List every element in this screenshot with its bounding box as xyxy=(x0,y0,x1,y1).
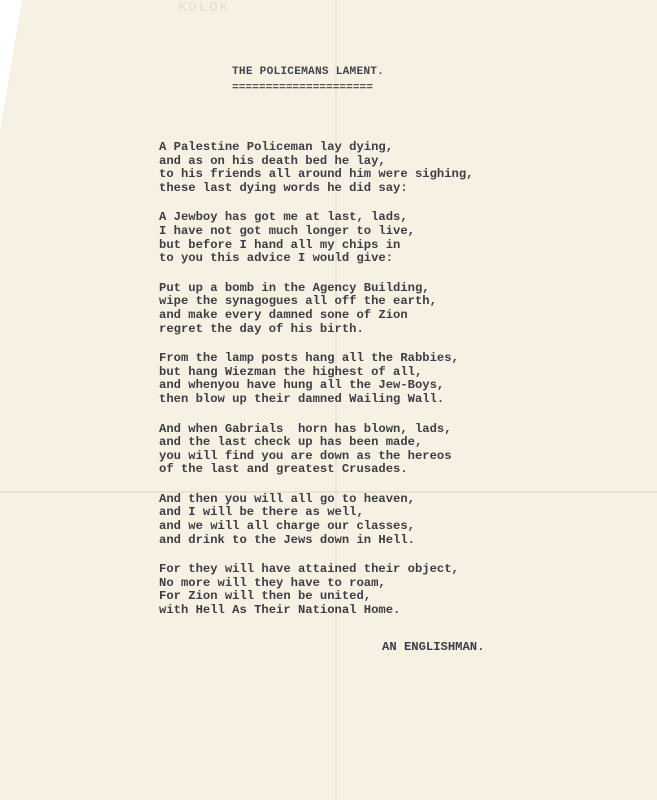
poem-line: and the last check up has been made, xyxy=(159,435,423,450)
poem-line: with Hell As Their National Home. xyxy=(159,603,401,618)
poem-line: And then you will all go to heaven, xyxy=(159,491,415,506)
poem-line: and I will be there as well, xyxy=(159,505,364,520)
poem-line: And when Gabrials horn has blown, lads, xyxy=(159,421,452,436)
stanza xyxy=(159,423,474,477)
poem-line: you will find you are down as the hereos xyxy=(159,448,452,463)
poem-line: and whenyou have hung all the Jew-Boys, xyxy=(159,378,445,393)
poem-line: but hang Wiezman the highest of all, xyxy=(159,364,423,379)
poem-line: A Palestine Policeman lay dying, xyxy=(159,140,394,154)
poem-line: A Jewboy has got me at last, lads, xyxy=(159,210,408,225)
stanza xyxy=(159,141,474,195)
poem-line: I have not got much longer to live, xyxy=(159,223,415,238)
faded-header-text: KOLOK xyxy=(178,0,231,16)
poem-line: wipe the synagogues all off the earth, xyxy=(159,294,437,309)
poem-title: THE POLICEMANS LAMENT. xyxy=(232,66,385,78)
poem-body xyxy=(159,141,474,634)
poem-line: Put up a bomb in the Agency Building, xyxy=(159,280,430,295)
poem-line: of the last and greatest Crusades. xyxy=(159,462,408,477)
poem-line: For they will have attained their object, xyxy=(159,562,459,577)
title-underline: ===================== xyxy=(232,84,373,92)
poem-line: to you this advice I would give: xyxy=(159,251,394,266)
poem-line: but before I hand all my chips in xyxy=(159,237,401,252)
poem-line: From the lamp posts hang all the Rabbies, xyxy=(159,351,459,366)
stanza xyxy=(159,282,474,336)
torn-paper-corner xyxy=(0,0,22,130)
poem-line: For Zion will then be united, xyxy=(159,589,372,604)
stanza xyxy=(159,493,474,547)
poem-line: and as on his death bed he lay, xyxy=(159,153,386,168)
stanza xyxy=(159,352,474,406)
poem-line: these last dying words he did say: xyxy=(159,180,408,195)
poem-line: and make every damned sone of Zion xyxy=(159,307,408,322)
signature: AN ENGLISHMAN. xyxy=(382,640,485,654)
poem-line: then blow up their damned Wailing Wall. xyxy=(159,391,445,406)
stanza xyxy=(159,211,474,265)
poem-line: and we will all charge our classes, xyxy=(159,519,415,534)
stanza xyxy=(159,563,474,617)
poem-line: No more will they have to roam, xyxy=(159,575,386,590)
poem-line: to his friends all around him were sighing, xyxy=(159,167,474,182)
poem-line: and drink to the Jews down in Hell. xyxy=(159,532,415,547)
poem-line: regret the day of his birth. xyxy=(159,321,364,336)
